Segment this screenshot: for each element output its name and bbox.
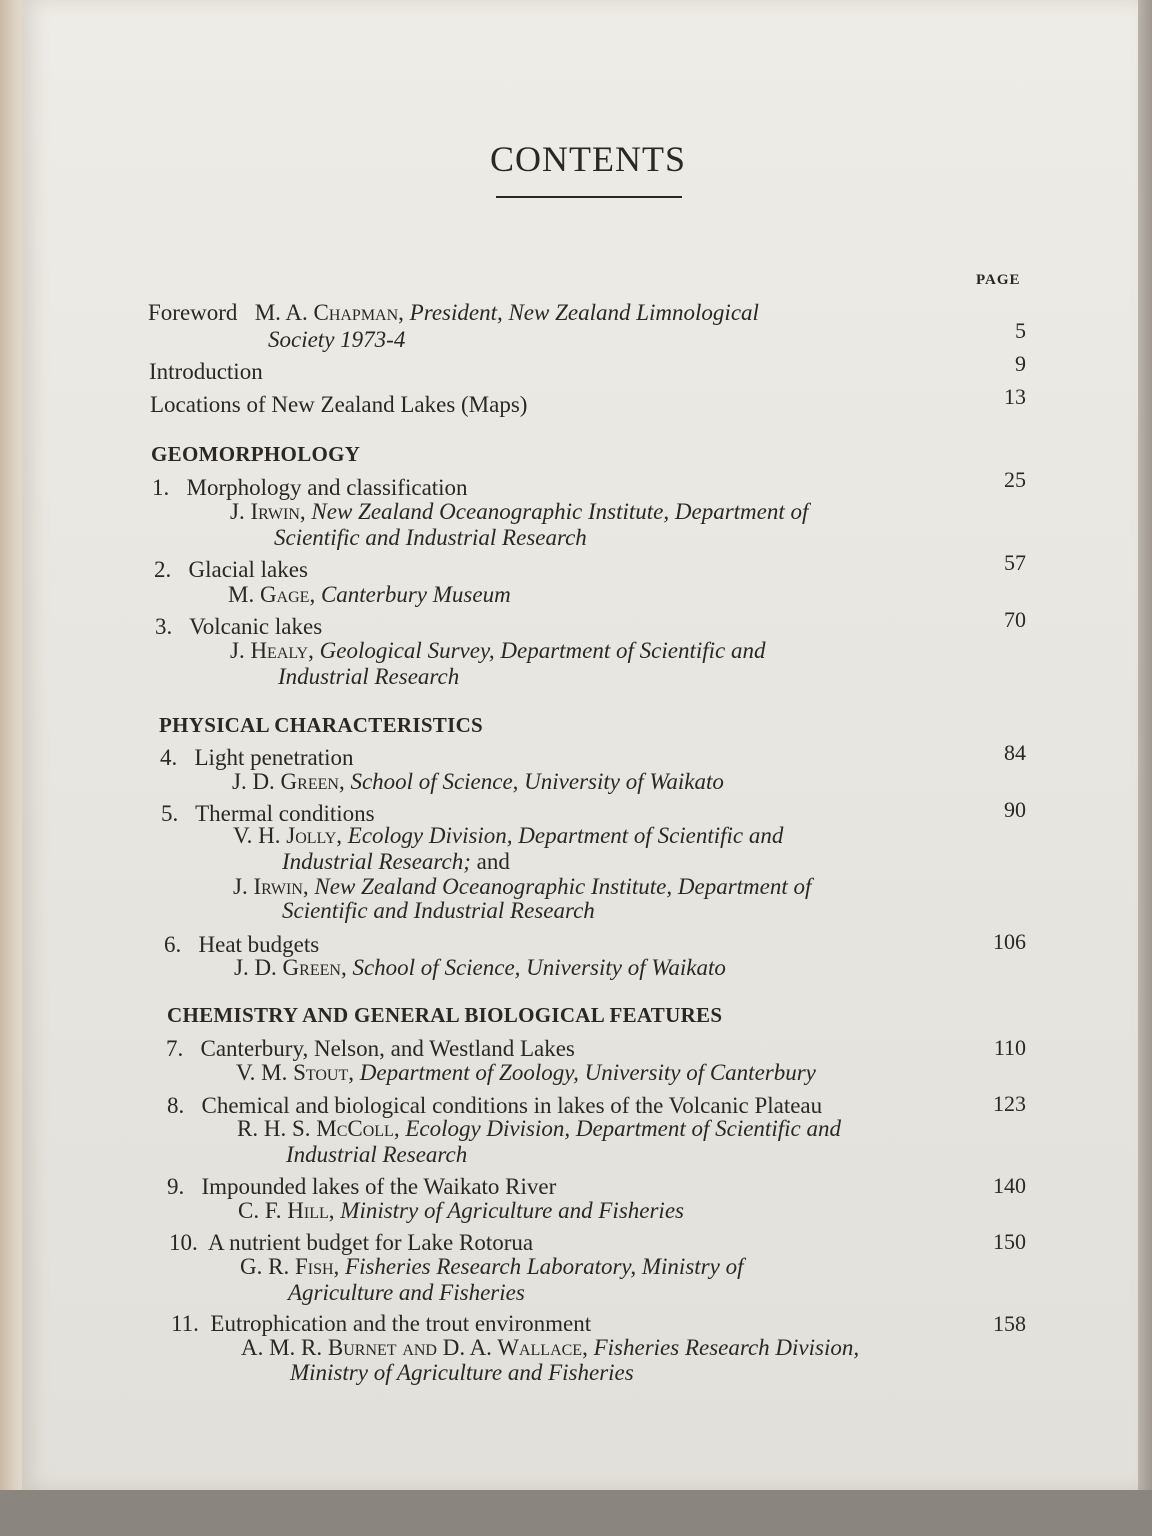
entry-number: 5. [161, 801, 179, 826]
entry-affiliation: Industrial Research; [282, 849, 471, 874]
entry-number: 3. [155, 614, 173, 639]
entry-title: Thermal conditions [195, 801, 375, 826]
entry-page: 123 [993, 1091, 1026, 1116]
entry-affiliation-cont [282, 849, 510, 875]
entry-affiliation: School of Science, University of Waikato [352, 955, 726, 980]
entry-affiliation-cont: Industrial Research [278, 664, 460, 689]
entry-title: Impounded lakes of the Waikato River [201, 1174, 557, 1199]
entry-affiliation: Geological Survey, Department of Scientific and [319, 638, 766, 663]
entry-number: 4. [160, 745, 178, 770]
entry-affiliation: Fisheries Research Laboratory, Ministry of [345, 1254, 744, 1279]
entry-author: V. H. Jolly [233, 823, 337, 848]
page-title: CONTENTS [490, 139, 686, 179]
entry-affiliation: Ministry of Agriculture and Fisheries [340, 1198, 684, 1223]
foreword-entry: Foreword M. A. Chapman, President, New Zealand Limnological [148, 300, 759, 325]
entry-title: Glacial lakes [188, 557, 308, 582]
entry-title: Morphology and classification [186, 475, 468, 500]
page-bottom-shadow [0, 1490, 1152, 1536]
introduction-page: 9 [1015, 351, 1026, 376]
entry-number: 6. [164, 932, 182, 957]
entry-author-line: J. Irwin, New Zealand Oceanographic Institute, Department of [230, 499, 809, 524]
entry-title: Heat budgets [198, 932, 320, 957]
foreword-label: Foreword [148, 300, 238, 325]
entry-page: 70 [1004, 607, 1026, 632]
entry-number: 7. [166, 1036, 184, 1061]
entry-page: 140 [993, 1173, 1026, 1198]
foreword-affiliation-cont: Society 1973-4 [268, 327, 406, 352]
entry-author: J. D. Green [234, 955, 341, 980]
foreword-author: M. A. Chapman [254, 300, 399, 325]
entry-number: 10. [169, 1230, 198, 1255]
maps-entry: Locations of New Zealand Lakes (Maps) [150, 392, 528, 417]
entry-affiliation: Department of Zoology, University of Canterbury [359, 1060, 816, 1085]
entry-author-line: J. D. Green, School of Science, University of Waikato [234, 955, 726, 980]
entry-author: R. H. S. McColl [237, 1116, 394, 1141]
toc-entry [167, 1174, 556, 1200]
entry-title: Volcanic lakes [189, 614, 323, 639]
entry-author: A. M. R. Burnet and D. A. Wallace [241, 1335, 583, 1360]
section-heading: PHYSICAL CHARACTERISTICS [159, 713, 484, 737]
foreword-affiliation: President, New Zealand Limnological [409, 300, 759, 325]
entry-number: 2. [154, 557, 172, 582]
entry-affiliation: Fisheries Research Division, [593, 1335, 860, 1360]
entry-page: 90 [1004, 797, 1026, 822]
entry-title: Eutrophication and the trout environment [210, 1311, 592, 1336]
toc-entry [166, 1036, 575, 1062]
entry-author: J. Irwin [233, 874, 303, 899]
entry-number: 1. [152, 475, 170, 500]
entry-author-line: A. M. R. Burnet and D. A. Wallace, Fisheries Research Division, [241, 1335, 860, 1360]
entry-author-line: V. H. Jolly, Ecology Division, Department of Scientific and [233, 823, 784, 848]
entry-author: J. Irwin [230, 499, 300, 524]
page-column-label: PAGE [976, 272, 1021, 288]
entry-author: J. D. Green [232, 769, 339, 794]
entry-number: 11. [171, 1311, 199, 1336]
entry-page: 158 [993, 1311, 1026, 1336]
entry-author: M. Gage [228, 582, 310, 607]
entry-number: 8. [167, 1093, 185, 1118]
entry-page: 110 [993, 1035, 1026, 1060]
entry-page: 25 [1004, 467, 1026, 492]
maps-page: 13 [1004, 384, 1026, 409]
entry-affiliation: School of Science, University of Waikato [350, 769, 724, 794]
entry-affiliation-cont: Scientific and Industrial Research [274, 525, 587, 550]
entry-affiliation: Ecology Division, Department of Scientific and [405, 1116, 841, 1141]
toc-entry [154, 557, 308, 583]
entry-page: 57 [1004, 550, 1026, 575]
entry-title: Canterbury, Nelson, and Westland Lakes [200, 1036, 575, 1061]
entry-author-line: J. D. Green, School of Science, University of Waikato [232, 769, 724, 794]
toc-entry [160, 745, 354, 771]
entry-author: J. Healy [230, 638, 309, 663]
entry-author-line: J. Irwin, New Zealand Oceanographic Institute, Department of [233, 874, 812, 899]
entry-number: 9. [167, 1174, 185, 1199]
entry-conjunction: and [476, 849, 510, 874]
title-underline [496, 196, 682, 198]
entry-affiliation-cont: Industrial Research [286, 1142, 468, 1167]
foreword-page: 5 [1015, 318, 1026, 343]
introduction-entry: Introduction [149, 359, 263, 384]
entry-author-line: C. F. Hill, Ministry of Agriculture and Fisheries [238, 1198, 684, 1223]
entry-author-line: M. Gage, Canterbury Museum [228, 582, 511, 607]
toc-entry [155, 614, 322, 640]
entry-affiliation: Ecology Division, Department of Scientific and [347, 823, 784, 848]
entry-author-line: R. H. S. McColl, Ecology Division, Department of Scientific and [237, 1116, 841, 1141]
entry-author: G. R. Fish [240, 1254, 334, 1279]
entry-affiliation-cont: Agriculture and Fisheries [288, 1280, 525, 1305]
entry-author: C. F. Hill [238, 1198, 329, 1223]
entry-affiliation-cont: Ministry of Agriculture and Fisheries [290, 1360, 634, 1385]
entry-title: Light penetration [194, 745, 354, 770]
section-heading: GEOMORPHOLOGY [151, 442, 361, 466]
entry-page: 106 [993, 929, 1026, 954]
page-edge [1138, 0, 1152, 1536]
entry-affiliation: New Zealand Oceanographic Institute, Department of [314, 874, 812, 899]
entry-page: 150 [993, 1229, 1026, 1254]
entry-author-line: J. Healy, Geological Survey, Department of Scientific and [230, 638, 766, 663]
toc-entry [152, 475, 468, 501]
entry-author-line: V. M. Stout, Department of Zoology, University of Canterbury [236, 1060, 816, 1085]
entry-author: V. M. Stout [236, 1060, 349, 1085]
entry-affiliation: Canterbury Museum [320, 582, 511, 607]
entry-page: 84 [1004, 740, 1026, 765]
entry-title: Chemical and biological conditions in lakes of the Volcanic Plateau [201, 1093, 823, 1118]
toc-entry [169, 1230, 533, 1256]
entry-affiliation: New Zealand Oceanographic Institute, Department of [311, 499, 809, 524]
entry-author-line: G. R. Fish, Fisheries Research Laboratory, Ministry of [240, 1254, 744, 1279]
entry-affiliation-cont: Scientific and Industrial Research [282, 898, 595, 923]
section-heading: CHEMISTRY AND GENERAL BIOLOGICAL FEATURES [167, 1003, 723, 1027]
entry-title: A nutrient budget for Lake Rotorua [207, 1230, 534, 1255]
toc-entry [171, 1311, 591, 1337]
